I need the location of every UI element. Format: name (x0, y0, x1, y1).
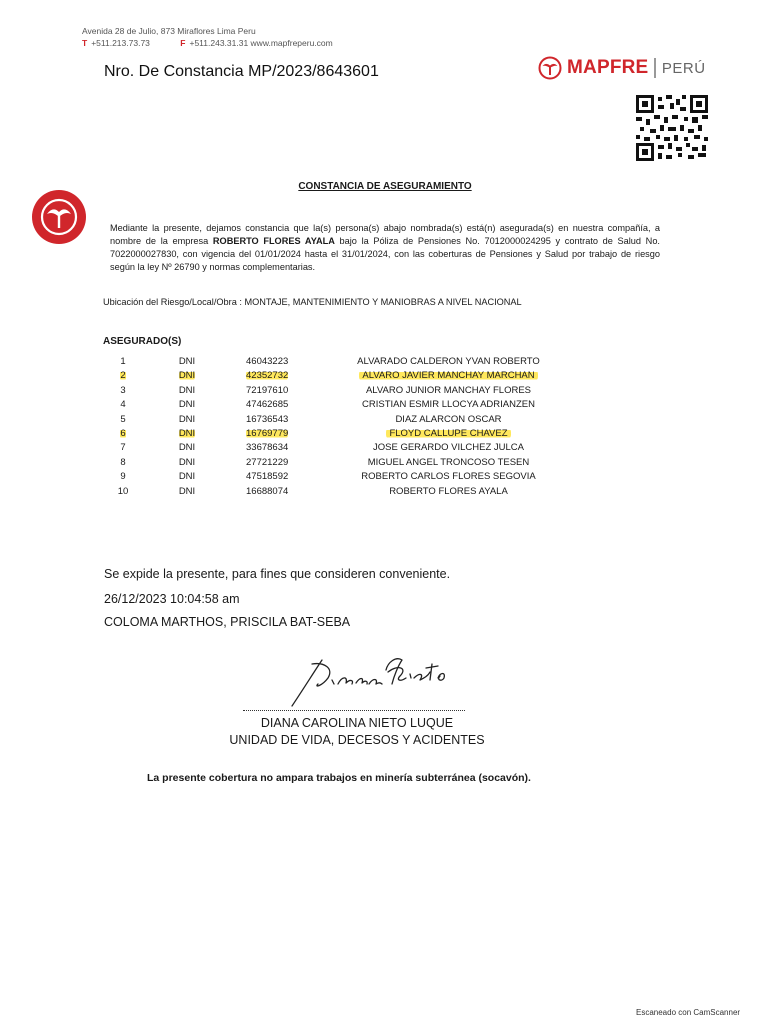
insured-doc-number (246, 428, 288, 439)
insured-number (112, 471, 134, 482)
insured-doc-number-text: 33678634 (246, 442, 289, 454)
insured-name (330, 370, 567, 381)
insured-doc-type-text: DNI (178, 356, 196, 367)
insured-doc-number-text: 27721229 (246, 456, 289, 468)
signature-line (243, 710, 465, 711)
insured-doc-type-text: DNI (178, 399, 196, 411)
insured-name-text: FLOYD CALLUPE CHAVEZ (386, 428, 510, 439)
contact-line (82, 37, 333, 49)
insured-number-text: 8 (120, 456, 126, 468)
insured-name-text: DIAZ ALARCON OSCAR (395, 413, 502, 425)
insured-number-text: 1 (120, 356, 126, 367)
insured-doc-number (246, 385, 288, 396)
insured-doc-number (246, 356, 288, 367)
insured-name-text: ALVARADO CALDERON YVAN ROBERTO (357, 356, 540, 367)
scanner-watermark: Escaneado con CamScanner (636, 1008, 741, 1017)
phone-number: +511.213.73.73 (91, 38, 150, 48)
insured-doc-number (246, 399, 288, 410)
insured-name (330, 486, 567, 497)
insured-number (112, 356, 134, 367)
table-row (0, 370, 768, 384)
brand-country: PERÚ (661, 59, 706, 77)
insured-doc-number-text: 16688074 (246, 485, 289, 497)
intro-part-1: Mediante la presente, dejamos constancia que la(s) persona(s) abajo nombrada(s) está(n) asegurada(s) en nuestra compañía, a nombre de la empresa (110, 223, 660, 246)
brand-name: MAPFRE (567, 57, 649, 78)
qr-code-icon (636, 95, 708, 161)
insured-doc-type (170, 385, 204, 396)
insured-number-text: 10 (117, 485, 129, 497)
closing-statement: Se expide la presente, para fines que consideren conveniente. (104, 567, 451, 581)
table-row (0, 486, 768, 500)
brand-logo (538, 54, 706, 82)
table-row (0, 385, 768, 399)
issuer-name: COLOMA MARTHOS, PRISCILA BAT-SEBA (104, 615, 351, 629)
insured-name-text: CRISTIAN ESMIR LLOCYA ADRIANZEN (362, 399, 535, 411)
handwritten-signature (270, 650, 460, 708)
insured-name-text: ALVARO JUNIOR MANCHAY FLORES (365, 384, 532, 396)
insured-doc-type (170, 414, 204, 425)
insured-number-text: 5 (120, 413, 126, 425)
insured-doc-number-text: 16769779 (246, 427, 289, 439)
insured-doc-number-text: 47462685 (246, 399, 289, 411)
insured-name (330, 399, 567, 410)
insured-name (330, 442, 567, 453)
table-row (0, 428, 768, 442)
document-title: CONSTANCIA DE ASEGURAMIENTO (298, 181, 472, 192)
insured-doc-number-text: 72197610 (246, 384, 289, 396)
intro-paragraph (110, 222, 660, 274)
insured-doc-type (170, 471, 204, 482)
address-line: Avenida 28 de Julio, 873 Miraflores Lima Peru (82, 26, 256, 36)
insured-doc-type-text: DNI (178, 427, 196, 439)
table-row (0, 414, 768, 428)
constancia-number: Nro. De Constancia MP/2023/8643601 (104, 63, 379, 80)
insured-doc-type (170, 356, 204, 367)
fax-number: +511.243.31.31 www.mapfreperu.com (189, 38, 333, 48)
letterhead-address (82, 25, 333, 49)
insured-doc-number (246, 457, 288, 468)
insured-name-text: ROBERTO CARLOS FLORES SEGOVIA (361, 471, 536, 483)
table-row (0, 471, 768, 485)
insured-number (112, 414, 134, 425)
signer-name: DIANA CAROLINA NIETO LUQUE (260, 716, 454, 730)
insured-doc-type-text: DNI (178, 442, 196, 454)
insured-name (330, 457, 567, 468)
table-row (0, 442, 768, 456)
insured-doc-type-text: DNI (178, 413, 196, 425)
brand-divider (654, 58, 656, 78)
insured-doc-type (170, 428, 204, 439)
intro-company: ROBERTO FLORES AYALA (212, 236, 335, 246)
mapfre-emblem-icon (32, 190, 86, 244)
insured-doc-number-text: 16736543 (246, 413, 289, 425)
intro-part-2: bajo la Póliza de Pensiones No. 7012000024295 y contrato de Salud No. 7022000027830, con vigencia del 01/01/2024 hasta el 31/01/2024, con las coberturas de Pensiones y Salud por trabajo de riesgo según la ley Nº 26790 y normas complementarias. (110, 236, 660, 272)
insured-number (112, 442, 134, 453)
insured-number (112, 486, 134, 497)
insured-doc-type-text: DNI (178, 485, 196, 497)
insured-number (112, 370, 134, 381)
signer-unit: UNIDAD DE VIDA, DECESOS Y ACIDENTES (229, 733, 485, 747)
insured-heading: ASEGURADO(S) (103, 336, 182, 347)
insured-number-text: 6 (120, 427, 126, 439)
insured-doc-number-text: 47518592 (246, 471, 289, 483)
insured-name (330, 414, 567, 425)
insured-doc-number (246, 414, 288, 425)
insured-name-text: ROBERTO FLORES AYALA (389, 485, 508, 497)
insured-doc-type-text: DNI (178, 384, 196, 396)
insured-number-text: 3 (120, 384, 126, 396)
table-row (0, 457, 768, 471)
insured-doc-type (170, 442, 204, 453)
insured-number-text: 2 (120, 370, 126, 382)
insured-doc-type (170, 457, 204, 468)
insured-number (112, 457, 134, 468)
insured-doc-type (170, 486, 204, 497)
insured-number (112, 385, 134, 396)
insured-name-text: ALVARO JAVIER MANCHAY MARCHAN (359, 370, 537, 381)
insured-name (330, 356, 567, 367)
insured-doc-type (170, 370, 204, 381)
insured-name-text: MIGUEL ANGEL TRONCOSO TESEN (367, 456, 530, 468)
risk-location: Ubicación del Riesgo/Local/Obra : MONTAJE, MANTENIMIENTO Y MANIOBRAS A NIVEL NACIONAL (103, 297, 522, 307)
table-row (0, 399, 768, 413)
insured-number-text: 7 (120, 442, 126, 454)
phone-label: T (82, 38, 88, 48)
table-row (0, 356, 768, 370)
insured-number-text: 9 (120, 471, 126, 483)
coverage-note: La presente cobertura no ampara trabajos en minería subterránea (socavón). (147, 772, 531, 784)
insured-number (112, 428, 134, 439)
insured-name (330, 428, 567, 439)
fax-block (180, 38, 332, 48)
insured-name (330, 471, 567, 482)
insured-name (330, 385, 567, 396)
mapfre-logo-icon (538, 56, 562, 80)
insured-doc-number-text: 46043223 (246, 356, 289, 367)
insured-doc-number (246, 471, 288, 482)
insured-doc-number (246, 486, 288, 497)
insured-doc-type-text: DNI (178, 456, 196, 468)
issue-datetime: 26/12/2023 10:04:58 am (104, 592, 240, 606)
insured-doc-type (170, 399, 204, 410)
insured-name-text: JOSE GERARDO VILCHEZ JULCA (373, 442, 524, 454)
insured-doc-number (246, 370, 288, 381)
insured-number-text: 4 (120, 399, 126, 411)
insured-doc-type-text: DNI (178, 370, 196, 382)
insured-number (112, 399, 134, 410)
insured-doc-number-text: 42352732 (246, 370, 289, 382)
insured-doc-type-text: DNI (178, 471, 196, 483)
insured-doc-number (246, 442, 288, 453)
insured-table (0, 356, 768, 500)
fax-label: F (180, 38, 186, 48)
